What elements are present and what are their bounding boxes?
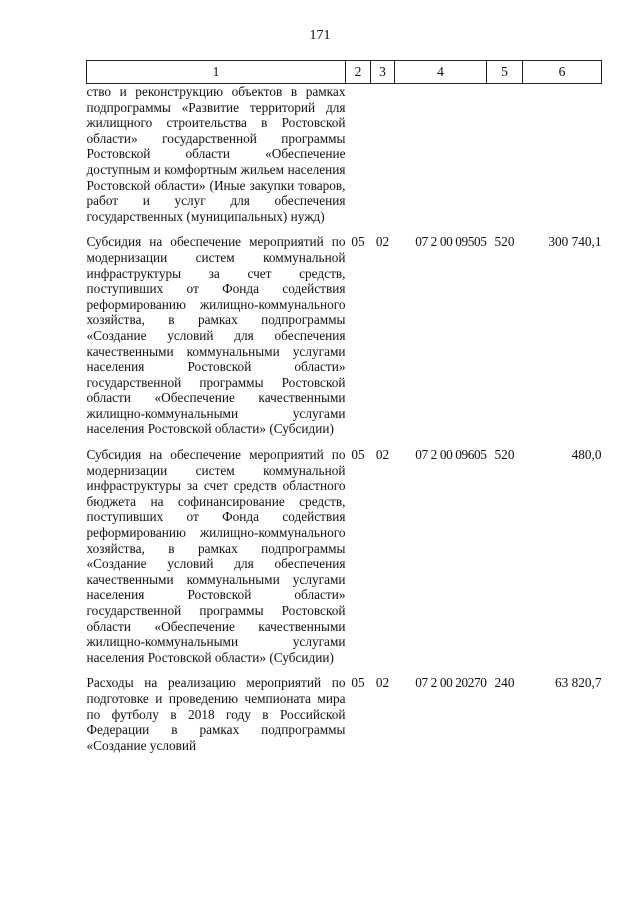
row-spacer [87,437,602,447]
expense-type-code: 520 [494,234,515,250]
amount-value: 63 820,7 [554,675,602,691]
target-article-code: 07 2 00 09605 [415,447,487,463]
section-code: 05 [351,447,365,463]
row-description: Субсидия на обеспечение мероприятий по модернизации систем коммунальной инфраструктуры за счет средств, поступивших от Фонда содействия реформированию жилищно-коммунального хозяйства, в рамках подпрограммы «Создание условий для обеспечения качественными коммунальными услугами населения Ростовской области» государственной программы Ростовской области «Обеспечение качественными жилищно-коммунальными услугами населения Ростовской области» (Субсидии) [86,234,346,437]
row-description: ство и реконструкцию объектов в рамках подпрограммы «Развитие территорий для жилищного строительства в Ростовской области» государственной программы Ростовской области «Обеспечение доступным и комфортным жильем населения Ростовской области» (Иные закупки товаров, работ и услуг для обеспечения государственных (муниципальных) нужд) [86,84,346,224]
expense-type-code: 240 [494,675,515,691]
subsection-code [371,84,395,225]
table-header-row [87,61,602,84]
row-spacer [87,224,602,234]
target-article-code [395,84,487,225]
section-code: 05 [351,234,365,250]
table-row [87,675,602,753]
budget-table [86,60,602,753]
column-header: 4 [395,61,487,84]
table-row [87,234,602,437]
section-code [346,84,371,225]
column-header: 6 [523,61,602,84]
section-code: 05 [351,675,365,691]
table-row [87,84,602,225]
column-header: 3 [371,61,395,84]
amount-value [523,84,602,225]
table-row [87,447,602,665]
column-header: 1 [87,61,346,84]
target-article-code: 07 2 00 20270 [415,675,487,691]
subsection-code: 02 [375,675,390,691]
expense-type-code [487,84,523,225]
subsection-code: 02 [375,234,390,250]
row-spacer [87,665,602,675]
row-description: Расходы на реализацию мероприятий по подготовке и проведению чемпионата мира по футболу в 2018 году в Российской Федерации в рамках подпрограммы «Создание условий [86,675,346,753]
expense-type-code: 520 [494,447,515,463]
column-header: 5 [487,61,523,84]
row-description: Субсидия на обеспечение мероприятий по модернизации систем коммунальной инфраструктуры за счет средств областного бюджета на софинансирование средств, поступивших от Фонда содействия реформированию жилищно-коммунального хозяйства, в рамках подпрограммы «Создание условий для обеспечения качественными коммунальными услугами населения Ростовской области» государственной программы Ростовской области «Обеспечение качественными жилищно-коммунальными услугами населения Ростовской области» (Субсидии) [86,447,346,665]
subsection-code: 02 [375,447,390,463]
target-article-code: 07 2 00 09505 [415,234,487,250]
page-number: 171 [309,28,331,43]
amount-value: 300 740,1 [548,234,602,250]
column-header: 2 [346,61,371,84]
amount-value: 480,0 [571,447,602,463]
